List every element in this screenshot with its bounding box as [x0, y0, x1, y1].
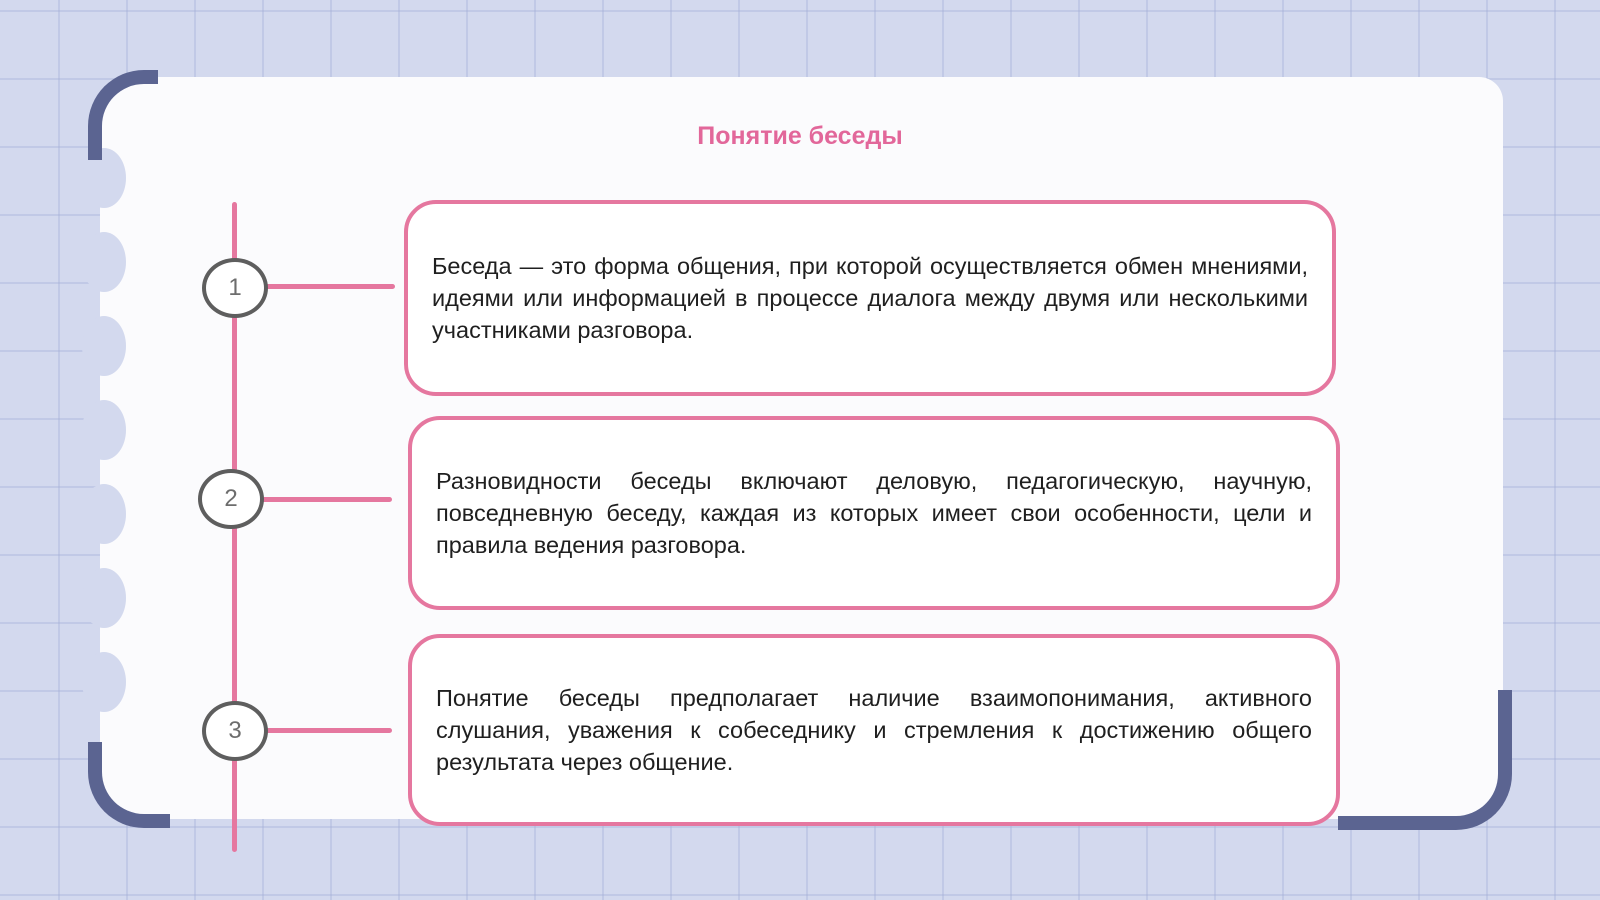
connector-line — [258, 497, 392, 502]
sheet-scallop — [82, 568, 126, 628]
info-card-2 — [408, 416, 1340, 610]
step-number-1: 1 — [202, 258, 268, 318]
slide-title: Понятие беседы — [697, 122, 903, 150]
step-number-2: 2 — [198, 469, 264, 529]
info-card-3 — [408, 634, 1340, 826]
sheet-scallop — [82, 400, 126, 460]
connector-line — [262, 284, 395, 289]
connector-line — [262, 728, 392, 733]
frame-corner-bottom-right — [1338, 690, 1512, 830]
step-number-3: 3 — [202, 701, 268, 761]
sheet-scallop — [82, 484, 126, 544]
sheet-scallop — [82, 652, 126, 712]
card-text: Беседа — это форма общения, при которой осуществляется обмен мнениями, идеями или информацией в процессе диалога между двумя или несколькими участниками разговора. — [432, 253, 1308, 343]
info-card-1 — [404, 200, 1336, 396]
card-text: Понятие беседы предполагает наличие взаимопонимания, активного слушания, уважения к собеседнику и стремления к достижению общего результата через общение. — [436, 685, 1312, 775]
card-text: Разновидности беседы включают деловую, педагогическую, научную, повседневную беседу, каждая из которых имеет свои особенности, цели и правила ведения разговора. — [436, 468, 1312, 558]
frame-corner-bottom-left — [88, 742, 170, 828]
sheet-scallop — [82, 316, 126, 376]
sheet-scallop — [82, 232, 126, 292]
